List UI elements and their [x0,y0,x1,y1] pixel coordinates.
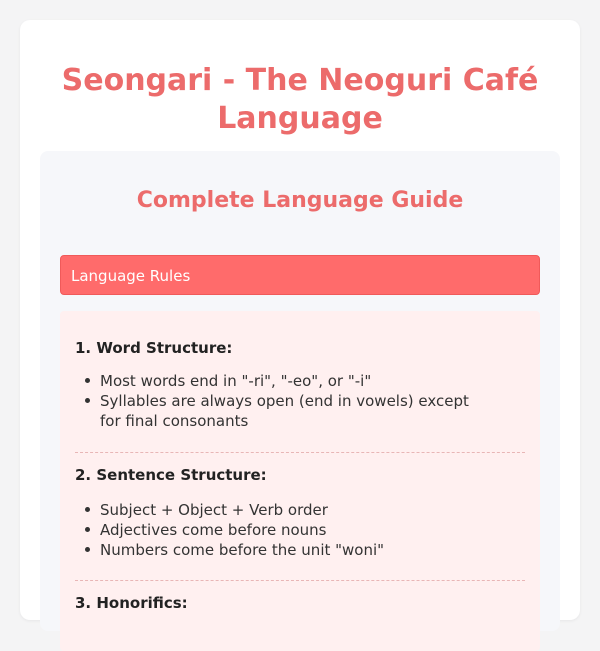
section-divider [75,452,525,453]
rule-sentence-structure [75,465,525,485]
list-item: Numbers come before the unit "woni" [85,540,485,560]
language-rules-content [60,311,540,651]
rule-word-structure [75,338,525,358]
section-divider [75,580,525,581]
list-item: Adjectives come before nouns [85,520,485,540]
language-guide-panel [40,151,560,631]
language-rules-header[interactable]: Language Rules [60,255,540,295]
rule-honorifics [75,593,525,613]
list-item: Syllables are always open (end in vowels) except for final consonants [85,391,485,431]
rule-title: 1. Word Structure: [75,339,233,357]
rule-title: 3. Honorifics: [75,594,188,612]
page-title: Seongari - The Neoguri Café Language [61,63,539,136]
rule-word-structure-list [85,371,485,431]
list-item: Subject + Object + Verb order [85,500,485,520]
rule-title: 2. Sentence Structure: [75,466,267,484]
list-item: Most words end in "-ri", "-eo", or "-i" [85,371,485,391]
rule-sentence-structure-list [85,500,485,560]
main-card [20,20,580,620]
guide-heading: Complete Language Guide [136,188,464,213]
